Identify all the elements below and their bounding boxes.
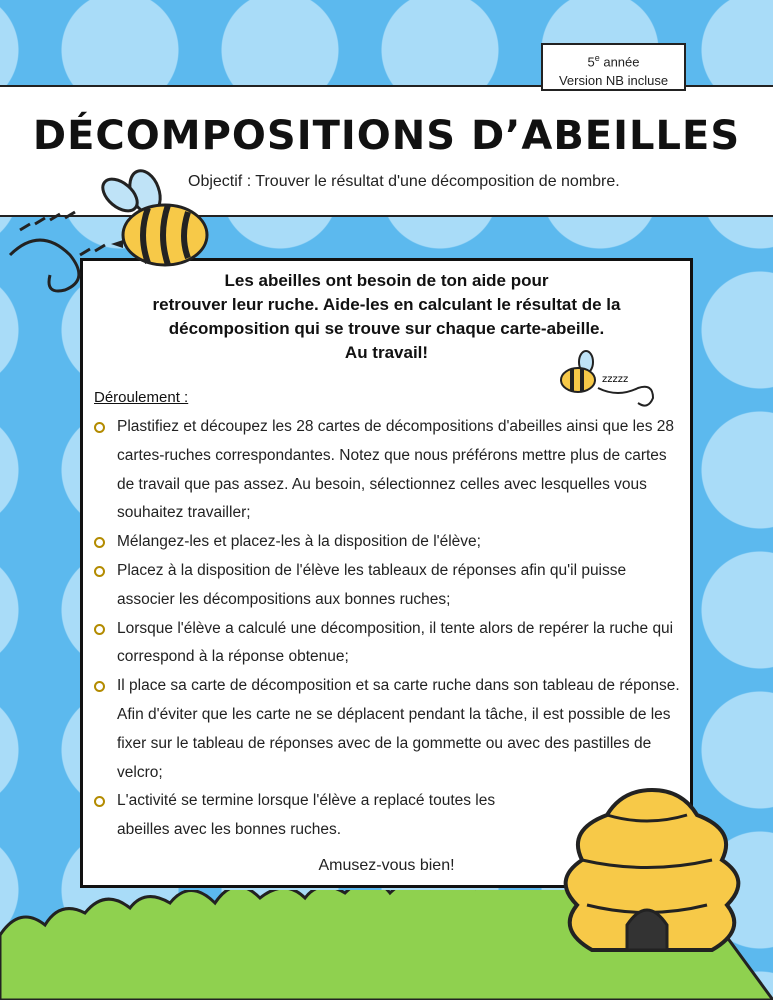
bullet-icon xyxy=(94,566,105,577)
small-bee-icon xyxy=(558,350,663,415)
bullet-icon xyxy=(94,796,105,807)
bullet-icon xyxy=(94,537,105,548)
objective-text: Objectif : Trouver le résultat d'une décomposition de nombre. xyxy=(188,173,620,190)
grade-label-box xyxy=(541,43,686,91)
grade-level: 5e année xyxy=(587,53,640,70)
list-item: Mélangez-les et placez-les à la disposition de l'élève; xyxy=(94,528,684,557)
bee-icon xyxy=(0,160,215,310)
section-title: Déroulement : xyxy=(94,389,189,406)
page-title: DÉCOMPOSITIONS D’ABEILLES xyxy=(32,113,741,159)
bullet-icon xyxy=(94,624,105,635)
svg-text:zzzzz: zzzzz xyxy=(602,374,629,385)
list-item: L'activité se termine lorsque l'élève a replacé toutes les abeilles avec les bonnes ruches. xyxy=(94,787,684,845)
list-item: Lorsque l'élève a calculé une décomposition, il tente alors de repérer la ruche qui correspond à la réponse obtenue; xyxy=(94,615,684,673)
list-item: Il place sa carte de décomposition et sa carte ruche dans son tableau de réponse. Afin d'éviter que les carte ne se déplacent pendant la tâche, il est possible de les fixer sur le tableau de réponses avec de la gommette ou avec des pastilles de velcro; xyxy=(94,672,684,787)
bullet-icon xyxy=(94,422,105,433)
list-item: Plastifiez et découpez les 28 cartes de décompositions d'abeilles ainsi que les 28 cartes-ruches correspondantes. Notez que nous préférons mettre plus de cartes de travail que pas assez. Au besoin, sélectionnez celles avec lesquelles vous souhaitez travailler; xyxy=(94,413,684,528)
version-note: Version NB incluse xyxy=(558,73,669,89)
list-item: Placez à la disposition de l'élève les tableaux de réponses afin qu'il puisse associer les décompositions aux bonnes ruches; xyxy=(94,557,684,615)
closing-text: Amusez-vous bien! xyxy=(318,857,455,874)
bullet-icon xyxy=(94,681,105,692)
intro-paragraph: Les abeilles ont besoin de ton aide pour retrouver leur ruche. Aide-les en calculant le résultat de la décomposition qui se trouve sur chaque carte-abeille. Au travail! xyxy=(152,271,621,362)
steps-list xyxy=(94,413,684,845)
beehive-icon xyxy=(552,785,742,955)
